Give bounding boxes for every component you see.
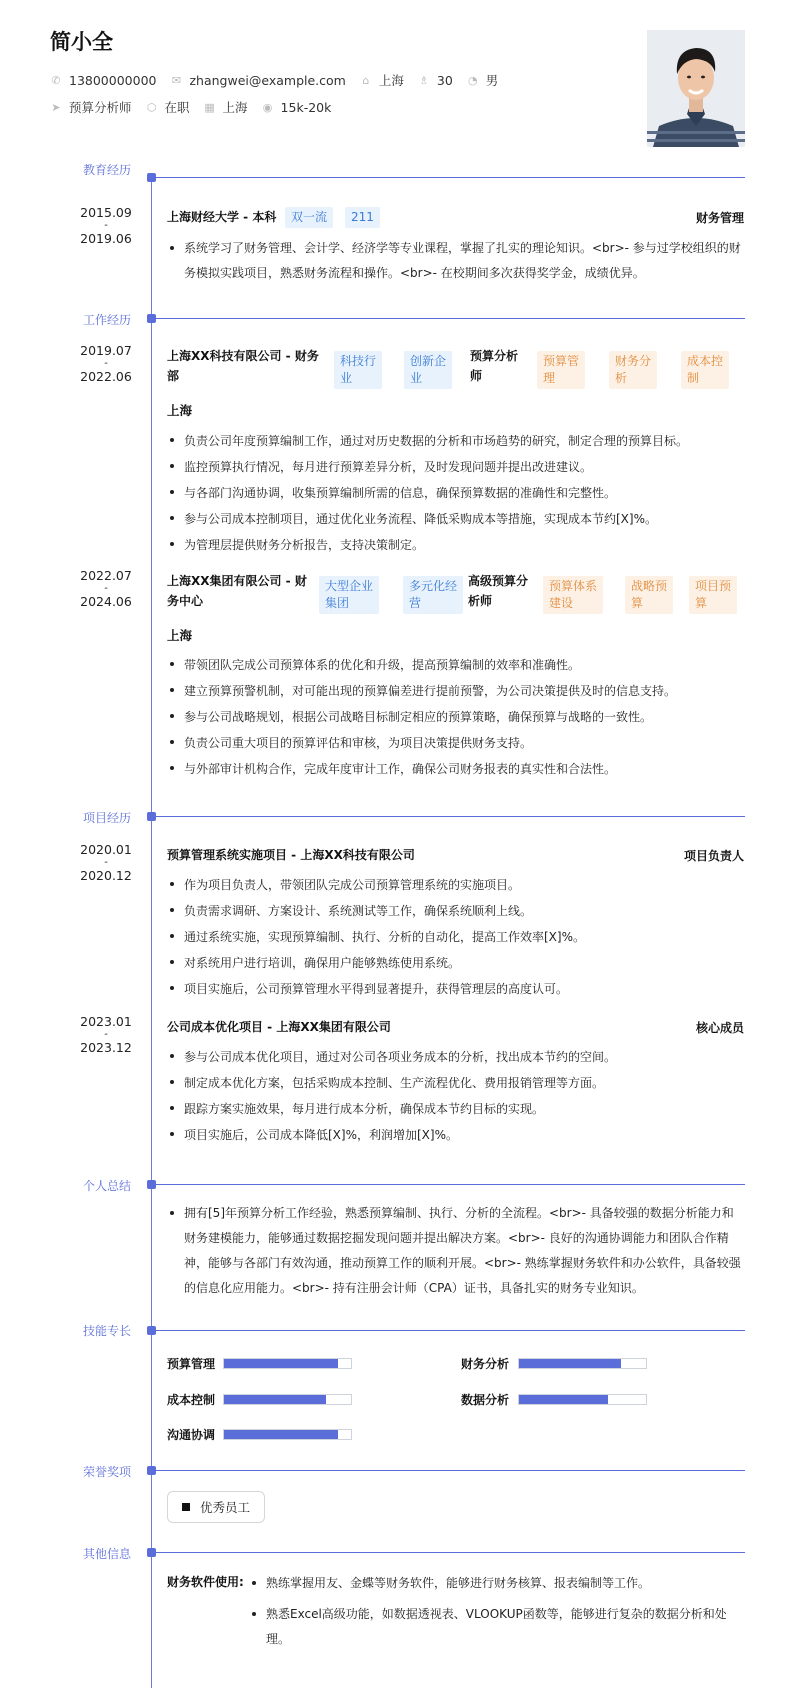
email-item (170, 73, 345, 88)
company-name (167, 346, 319, 386)
building-icon: ▦ (204, 100, 215, 114)
skill-tag (689, 576, 737, 614)
section-dot-work (147, 314, 156, 323)
company-line: 部 (167, 369, 180, 383)
skill-label: 成本控制 (167, 1393, 216, 1407)
phone-item (50, 73, 156, 88)
section-divider-other (156, 1552, 745, 1553)
section-dot-skills (147, 1326, 156, 1335)
list-item: 制定成本优化方案，包括采购成本控制、生产流程优化、费用报销管理等方面。 (167, 1070, 747, 1096)
project-bullets (167, 872, 747, 1002)
home-icon: ⌂ (362, 73, 370, 87)
list-item: 项目实施后，公司预算管理水平得到显著提升，获得管理层的高度认可。 (167, 976, 747, 1002)
company-line: 上海XX集团有限公司 - 财 (167, 574, 307, 588)
list-item: 负责需求调研、方案设计、系统测试等工作，确保系统顺利上线。 (167, 898, 747, 924)
list-item: 参与公司战略规划，根据公司战略目标制定相应的预算策略，确保预算与战略的一致性。 (167, 704, 747, 730)
date-end: 2020.12 (80, 868, 132, 883)
salary-value: 15k-20k (280, 99, 332, 115)
target-city-item (204, 98, 248, 116)
date-start: 2023.01 (80, 1014, 132, 1029)
date-separator: - (104, 583, 108, 594)
school-name: 上海财经大学 - 本科 (167, 210, 277, 224)
section-divider-projects (156, 816, 745, 817)
education-tag: 211 (345, 207, 380, 228)
tag-line: 业 (410, 371, 423, 385)
company-name (167, 571, 307, 611)
list-item: 拥有[5]年预算分析工作经验，熟悉预算编制、执行、分析的全流程。<br>- 具备较强的数据分析能力和财务建模能力，能够通过数据挖掘发现问题并提出解决方案。<br>- 良好的沟通协调能力和团队合作精神，能够与各部门有效沟通，推动预算工作的顺利开展。<br>- 熟练掌握财务软件和办公软件，具备较强的信息化应用能力。<br>- 持有注册会计师（CPA）证书，具备扎实的财务专业知识。 (167, 1201, 745, 1301)
gender-icon: ◔ (467, 73, 478, 87)
skill-level-fill (519, 1395, 608, 1404)
tag-line: 算 (631, 596, 644, 610)
tag-line: 算 (695, 596, 708, 610)
tag-line: 预算体系 (549, 579, 598, 593)
section-title-work: 工作经历 (83, 313, 132, 327)
gender-value: 男 (485, 73, 499, 88)
industry-tag (334, 351, 382, 389)
company-line: 上海XX科技有限公司 - 财务 (167, 349, 319, 363)
date-separator: - (104, 358, 108, 369)
list-item: 参与公司成本控制项目，通过优化业务流程、降低采购成本等措施，实现成本节约[X]%。 (167, 506, 747, 532)
project-bullets (167, 1044, 747, 1148)
age-value: 30 (436, 72, 453, 88)
award-icon (182, 1503, 190, 1511)
role-line: 析师 (468, 594, 493, 608)
tag-line: 项目预 (695, 579, 732, 593)
section-title-summary: 个人总结 (83, 1179, 132, 1193)
job-intent-row (50, 98, 345, 116)
section-title-other: 其他信息 (83, 1547, 132, 1561)
industry-tag (404, 351, 452, 389)
section-title-skills: 技能专长 (83, 1324, 132, 1338)
date-separator: - (104, 220, 108, 231)
project-date (78, 1014, 134, 1056)
project-role: 项目负责人 (683, 849, 744, 863)
candidate-name: 简小全 (50, 30, 113, 54)
city-item (360, 71, 404, 89)
tag-line: 析 (615, 371, 628, 385)
tag-line: 科技行 (340, 354, 377, 368)
list-item: 熟练掌握用友、金蝶等财务软件，能够进行财务核算、报表编制等工作。 (249, 1571, 749, 1596)
summary-bullets (167, 1201, 745, 1301)
list-item: 熟悉Excel高级功能，如数据透视表、VLOOKUP函数等，能够进行复杂的数据分析和处理。 (249, 1602, 749, 1652)
work-bullets (167, 652, 747, 782)
tag-line: 制 (687, 371, 700, 385)
list-item: 系统学习了财务管理、会计学、经济学等专业课程，掌握了扎实的理论知识。<br>- 参与过学校组织的财务模拟实践项目，熟悉财务流程和操作。<br>- 在校期间多次获得奖学金，成绩优异。 (167, 236, 745, 286)
list-item: 通过系统实施，实现预算编制、执行、分析的自动化，提高工作效率[X]%。 (167, 924, 747, 950)
work-bullets (167, 428, 747, 558)
job-target-item (50, 98, 132, 116)
work-city: 上海 (167, 628, 193, 643)
work-date (78, 568, 134, 610)
list-item: 负责公司重大项目的预算评估和审核，为项目决策提供财务支持。 (167, 730, 747, 756)
date-separator: - (104, 1029, 108, 1040)
section-title-honors: 荣誉奖项 (83, 1465, 132, 1479)
tag-line: 成本控 (687, 354, 724, 368)
section-divider-summary (156, 1184, 745, 1185)
skill-label: 财务分析 (461, 1357, 510, 1371)
skill-tag (625, 576, 673, 614)
list-item: 监控预算执行情况，每月进行预算差异分析，及时发现问题并提出改进建议。 (167, 454, 747, 480)
send-icon: ➤ (51, 100, 61, 114)
tag-line: 战略预 (631, 579, 668, 593)
tag-line: 预算管 (543, 354, 580, 368)
role-line: 预算分析 (470, 349, 519, 363)
age-item (418, 73, 453, 88)
section-dot-honors (147, 1466, 156, 1475)
list-item: 与外部审计机构合作，完成年度审计工作，确保公司财务报表的真实性和合法性。 (167, 756, 747, 782)
education-date (78, 205, 134, 247)
tag-line: 创新企 (410, 354, 447, 368)
list-item: 作为项目负责人，带领团队完成公司预算管理系统的实施项目。 (167, 872, 747, 898)
list-item: 为管理层提供财务分析报告，支持决策制定。 (167, 532, 747, 558)
tag-line: 理 (543, 371, 556, 385)
date-separator: - (104, 857, 108, 868)
other-bullets (249, 1571, 749, 1652)
honor-label: 优秀员工 (200, 1500, 251, 1515)
skill-tag (537, 351, 585, 389)
status-value: 在职 (164, 100, 190, 115)
status-icon: ⬡ (146, 100, 157, 114)
skill-label: 预算管理 (167, 1357, 216, 1371)
contact-row (50, 71, 512, 89)
skill-level-bar (518, 1358, 647, 1369)
skill-level-fill (224, 1430, 338, 1439)
section-dot-projects (147, 812, 156, 821)
honor-badge (167, 1491, 265, 1523)
date-end: 2019.06 (80, 231, 132, 246)
tag-line: 建设 (549, 596, 574, 610)
section-divider-education (156, 177, 745, 178)
salary-item (262, 100, 332, 115)
skill-label: 数据分析 (461, 1393, 510, 1407)
tag-line: 集团 (325, 596, 350, 610)
section-title-education: 教育经历 (83, 163, 132, 177)
phone-value: 13800000000 (69, 72, 157, 88)
cake-icon: ♗ (418, 73, 429, 87)
education-bullets (167, 236, 745, 286)
industry-tag (403, 576, 463, 614)
email-icon: ✉ (171, 73, 182, 87)
list-item: 跟踪方案实施效果，每月进行成本分析，确保成本节约目标的实现。 (167, 1096, 747, 1122)
company-line: 务中心 (167, 594, 204, 608)
education-major: 财务管理 (695, 211, 744, 225)
industry-tag (319, 576, 379, 614)
profile-photo (647, 30, 745, 147)
project-date (78, 842, 134, 884)
project-title: 预算管理系统实施项目 - 上海XX科技有限公司 (167, 848, 415, 862)
section-divider-skills (156, 1330, 745, 1331)
profile-photo-illustration (647, 30, 745, 147)
list-item: 带领团队完成公司预算体系的优化和升级，提高预算编制的效率和准确性。 (167, 652, 747, 678)
date-end: 2022.06 (80, 369, 132, 384)
phone-icon: ✆ (51, 73, 61, 87)
section-divider-honors (156, 1470, 745, 1471)
date-start: 2020.01 (80, 842, 132, 857)
project-title: 公司成本优化项目 - 上海XX集团有限公司 (167, 1020, 391, 1034)
other-label: 财务软件使用: (167, 1575, 244, 1589)
skill-level-fill (224, 1395, 326, 1404)
skill-level-fill (519, 1359, 621, 1368)
email-value: zhangwei@example.com (189, 72, 346, 88)
tag-line: 财务分 (615, 354, 652, 368)
section-title-projects: 项目经历 (83, 811, 132, 825)
date-start: 2015.09 (80, 205, 132, 220)
skill-level-bar (518, 1394, 647, 1405)
target-city-value: 上海 (222, 100, 248, 115)
date-end: 2024.06 (80, 594, 132, 609)
job-role (468, 571, 528, 611)
list-item: 项目实施后，公司成本降低[X]%，利润增加[X]%。 (167, 1122, 747, 1148)
date-start: 2019.07 (80, 343, 132, 358)
status-item (146, 98, 190, 116)
skill-level-bar (223, 1358, 352, 1369)
section-dot-other (147, 1548, 156, 1557)
skill-label: 沟通协调 (167, 1428, 216, 1442)
list-item: 负责公司年度预算编制工作，通过对历史数据的分析和市场趋势的研究，制定合理的预算目标。 (167, 428, 747, 454)
list-item: 与各部门沟通协调，收集预算编制所需的信息，确保预算数据的准确性和完整性。 (167, 480, 747, 506)
job-role (470, 346, 518, 386)
section-dot-education (147, 173, 156, 182)
list-item: 建立预算预警机制，对可能出现的预算偏差进行提前预警，为公司决策提供及时的信息支持。 (167, 678, 747, 704)
list-item: 参与公司成本优化项目，通过对公司各项业务成本的分析，找出成本节约的空间。 (167, 1044, 747, 1070)
role-line: 师 (470, 369, 483, 383)
education-tag: 双一流 (285, 207, 333, 228)
tag-line: 营 (409, 596, 422, 610)
timeline-line (151, 176, 152, 1688)
skill-tag (681, 351, 729, 389)
list-item: 对系统用户进行培训，确保用户能够熟练使用系统。 (167, 950, 747, 976)
salary-icon: ◉ (262, 100, 273, 114)
skill-tag (543, 576, 603, 614)
date-end: 2023.12 (80, 1040, 132, 1055)
section-divider-work (156, 318, 745, 319)
skill-tag (609, 351, 657, 389)
project-role: 核心成员 (695, 1021, 744, 1035)
date-start: 2022.07 (80, 568, 132, 583)
skill-level-bar (223, 1394, 352, 1405)
role-line: 高级预算分 (468, 574, 529, 588)
tag-line: 多元化经 (409, 579, 458, 593)
skill-level-bar (223, 1429, 352, 1440)
tag-line: 业 (340, 371, 353, 385)
city-value: 上海 (378, 73, 404, 88)
tag-line: 大型企业 (325, 579, 374, 593)
skill-level-fill (224, 1359, 338, 1368)
gender-item (467, 71, 499, 89)
work-city: 上海 (167, 403, 193, 418)
work-date (78, 343, 134, 385)
section-dot-summary (147, 1180, 156, 1189)
job-target-value: 预算分析师 (69, 100, 132, 115)
